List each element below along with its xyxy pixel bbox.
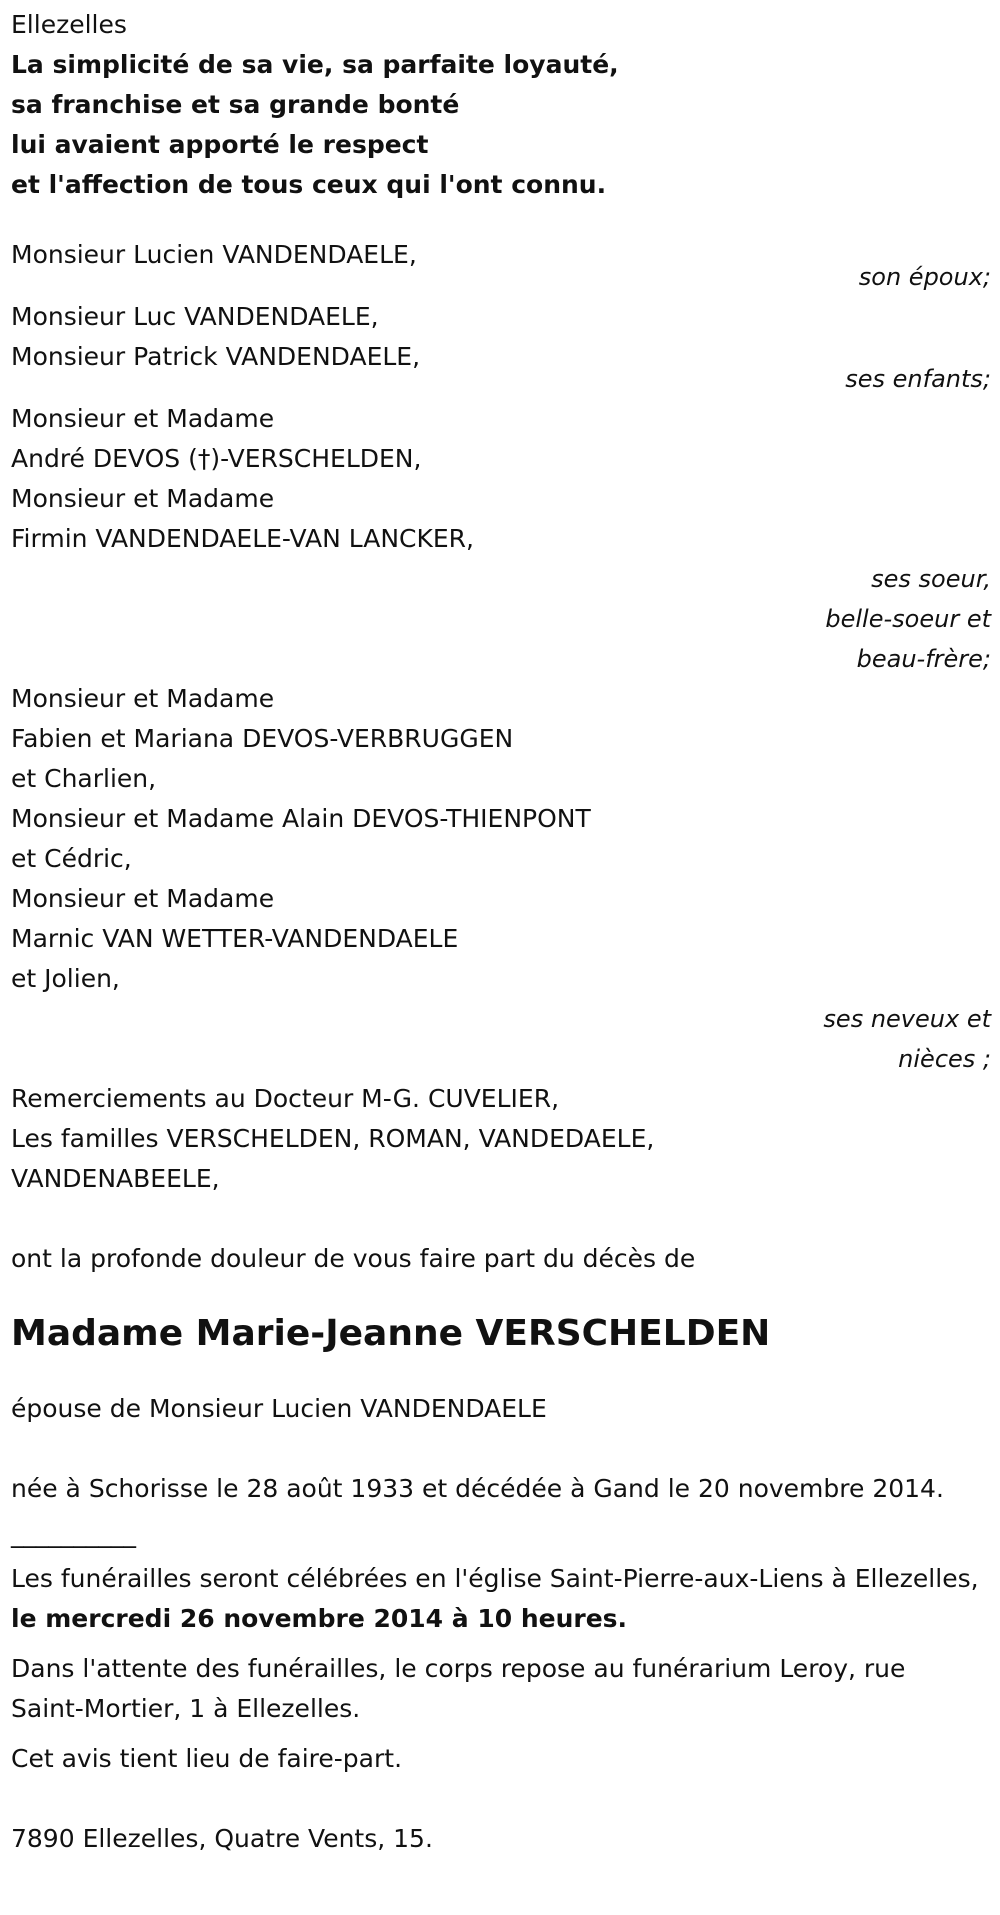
relation-label: son époux; <box>858 263 991 291</box>
location: Ellezelles <box>11 10 127 39</box>
family-name-line: Monsieur et Madame <box>11 484 275 513</box>
quote-line: sa franchise et sa grande bonté <box>11 90 460 119</box>
relation-label: ses soeur, <box>871 565 991 593</box>
relation-label: ses neveux et <box>823 1005 991 1033</box>
spouse-group <box>11 235 991 297</box>
thanks-line: Les familles VERSCHELDEN, ROMAN, VANDEDAELE, <box>11 1124 655 1153</box>
family-name-line: Monsieur et Madame <box>11 684 275 713</box>
relation-label: beau-frère; <box>856 645 991 673</box>
birth-death: née à Schorisse le 28 août 1933 et décédée à Gand le 20 novembre 2014. <box>11 1474 944 1503</box>
deceased-name: Madame Marie-Jeanne VERSCHELDEN <box>11 1313 771 1354</box>
thanks-line: VANDENABEELE, <box>11 1164 220 1193</box>
nephews-group <box>11 679 991 1079</box>
siblings-group <box>11 399 991 679</box>
relation-label: nièces ; <box>898 1045 991 1073</box>
family-name-line: et Jolien, <box>11 964 120 993</box>
family-name-line: André DEVOS (†)-VERSCHELDEN, <box>11 444 422 473</box>
family-name-line: Fabien et Mariana DEVOS-VERBRUGGEN <box>11 724 514 753</box>
separator: __________ <box>11 1519 136 1548</box>
relation-label: ses enfants; <box>845 365 991 393</box>
children-group <box>11 297 991 399</box>
family-name-line: Firmin VANDENDAELE-VAN LANCKER, <box>11 524 475 553</box>
thanks-line: Remerciements au Docteur M-G. CUVELIER, <box>11 1084 560 1113</box>
rest-info: Dans l'attente des funérailles, le corps repose au funérarium Leroy, rue Saint-Mortier, 1 à Ellezelles. <box>11 1654 906 1723</box>
notice: Cet avis tient lieu de faire-part. <box>11 1744 403 1773</box>
family-name-line: Monsieur Luc VANDENDAELE, <box>11 302 379 331</box>
family-name-line: Monsieur et Madame <box>11 884 275 913</box>
quote-line: La simplicité de sa vie, sa parfaite loyauté, <box>11 50 619 79</box>
family-name-line: Monsieur Lucien VANDENDAELE, <box>11 240 417 269</box>
quote-line: et l'affection de tous ceux qui l'ont connu. <box>11 170 607 199</box>
family-name-line: et Cédric, <box>11 844 132 873</box>
family-name-line: Monsieur et Madame <box>11 404 275 433</box>
funeral-info <box>11 1559 986 1639</box>
thanks-block <box>11 1079 991 1199</box>
spouse-of: épouse de Monsieur Lucien VANDENDAELE <box>11 1394 547 1423</box>
relation-label: belle-soeur et <box>825 605 991 633</box>
quote-line: lui avaient apporté le respect <box>11 130 429 159</box>
funeral-text: Les funérailles seront célébrées en l'église Saint-Pierre-aux-Liens à Ellezelles, <box>11 1564 979 1593</box>
address: 7890 Ellezelles, Quatre Vents, 15. <box>11 1824 433 1853</box>
family-name-line: Monsieur Patrick VANDENDAELE, <box>11 342 421 371</box>
family-name-line: et Charlien, <box>11 764 157 793</box>
quote-block <box>11 45 991 205</box>
funeral-date: le mercredi 26 novembre 2014 à 10 heures. <box>11 1604 628 1633</box>
obituary-page <box>11 0 991 1859</box>
family-name-line: Marnic VAN WETTER-VANDENDAELE <box>11 924 459 953</box>
family-name-line: Monsieur et Madame Alain DEVOS-THIENPONT <box>11 804 591 833</box>
announcement: ont la profonde douleur de vous faire part du décès de <box>11 1244 696 1273</box>
